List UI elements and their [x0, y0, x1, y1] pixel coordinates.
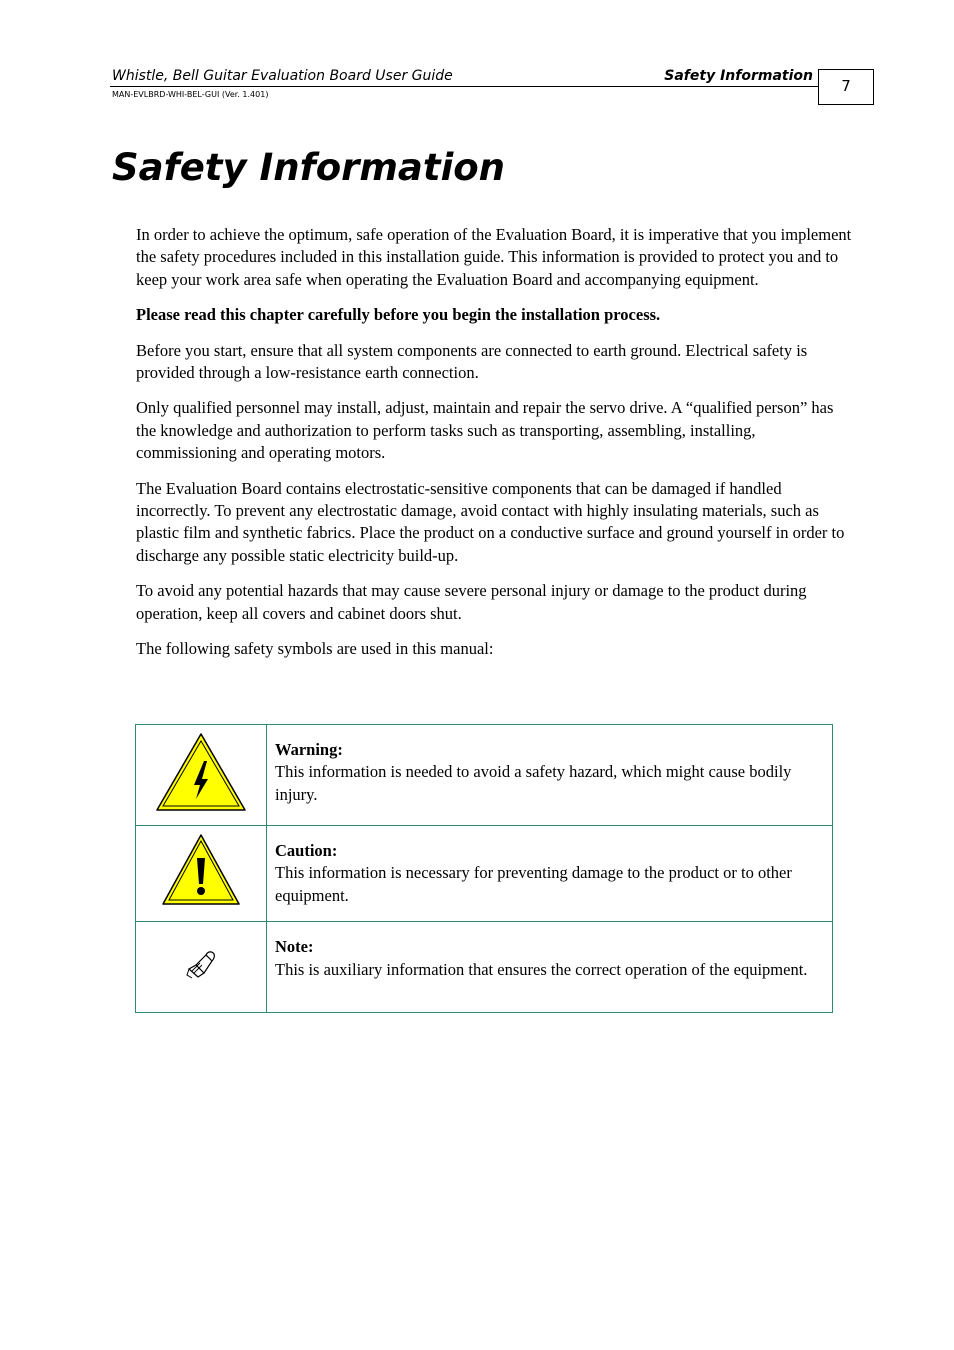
header-rule	[110, 86, 818, 87]
note-label: Note:	[275, 937, 314, 957]
page-title: Safety Information	[112, 146, 506, 189]
table-row	[136, 922, 833, 1013]
caution-label: Caution:	[275, 841, 338, 860]
warning-label: Warning:	[275, 740, 343, 759]
symbol-icon-cell	[136, 922, 267, 1013]
header-doc-title: Whistle, Bell Guitar Evaluation Board User Guide	[112, 68, 453, 84]
qualified-personnel-paragraph: Only qualified personnel may install, adjust, maintain and repair the servo drive. A “qualified person” has the knowledge and authorization to perform tasks such as transporting, assembling, installing, commissioning and operating motors.	[136, 398, 834, 463]
warning-text: This information is needed to avoid a safety hazard, which might cause bodily injury.	[275, 762, 792, 804]
read-carefully-note: Please read this chapter carefully before you begin the installation process.	[136, 305, 661, 325]
grounding-paragraph: Before you start, ensure that all system components are connected to earth ground. Electrical safety is provided through a low-resistance earth connection.	[136, 340, 808, 383]
caution-text: This information is necessary for preventing damage to the product or to other equipment.	[275, 863, 792, 905]
table-row	[136, 725, 833, 826]
doc-code: MAN-EVLBRD-WHI-BEL-GUI (Ver. 1.401)	[112, 90, 269, 99]
symbol-description-cell	[267, 826, 833, 922]
electrostatic-paragraph: The Evaluation Board contains electrostatic-sensitive components that can be damaged if handled incorrectly. To prevent any electrostatic damage, avoid contact with highly insulating materials, such as plastic film and synthetic fabrics. Place the product on a conductive surface and ground yourself in order to discharge any possible static electricity build-up.	[136, 478, 845, 565]
symbol-icon-cell	[136, 826, 267, 922]
symbols-intro-paragraph: The following safety symbols are used in this manual:	[136, 639, 494, 659]
table-row	[136, 826, 833, 922]
intro-paragraph: In order to achieve the optimum, safe operation of the Evaluation Board, it is imperative that you implement the safety procedures included in this installation guide. This information is provided to protect you and to keep your work area safe when operating the Evaluation Board and accompanying equipment.	[136, 225, 852, 289]
hazards-paragraph: To avoid any potential hazards that may cause severe personal injury or damage to the product during operation, keep all covers and cabinet doors shut.	[136, 581, 807, 623]
header-section-name: Safety Information	[664, 68, 813, 84]
note-text: This is auxiliary information that ensures the correct operation of the equipment.	[275, 959, 808, 979]
symbol-description-cell	[267, 922, 833, 1013]
body-text	[136, 224, 856, 674]
electric-warning-icon	[154, 731, 248, 813]
symbol-icon-cell	[136, 725, 267, 826]
note-icon	[184, 947, 218, 981]
page-number: 7	[818, 69, 874, 105]
safety-symbols-table	[135, 724, 833, 1013]
symbol-description-cell	[267, 725, 833, 826]
caution-icon	[160, 832, 242, 908]
